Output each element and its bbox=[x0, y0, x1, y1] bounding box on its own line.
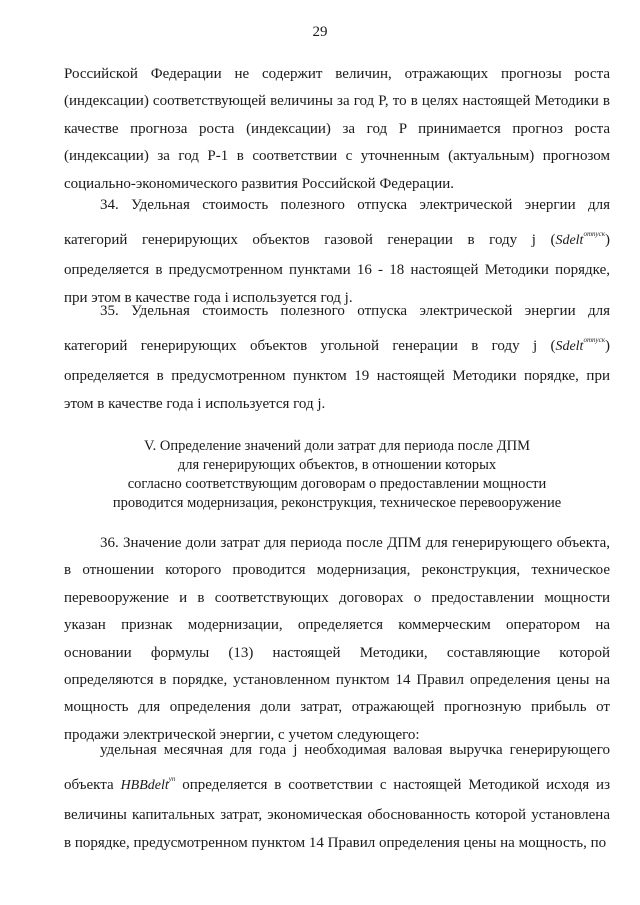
paragraph-36: 36. Значение доли затрат для периода после ДПМ для генерирующего объекта, в отношении которого проводится модернизация, реконструкция, техническое перевооружение и в соответствующих договорах о предоставлении мощности указан признак модернизации, определяется коммерческим оператором на основании формулы (13) настоящей Методики, составляющие которой определяются в порядке, установленном пунктом 14 Правил определения цены на мощность для определения доли затрат, отражающей прогнозную прибыль от продажи электрической энергии, с учетом следующего: bbox=[64, 535, 610, 743]
paragraph-35-text: 35. Удельная стоимость полезного отпуска электрической энергии для категорий генерирующих объектов угольной генерации в году j bbox=[64, 303, 610, 354]
section-heading bbox=[64, 437, 610, 513]
formula-sdelt-coal: Sdelt$^{отпуск}$ bbox=[555, 335, 605, 354]
paragraph-34-text: 34. Удельная стоимость полезного отпуска электрической энергии для категорий генерирующих объектов газовой генерации в году j bbox=[64, 197, 610, 248]
paragraph-37-continuation: определяется в соответствии с настоящей Методикой исходя из величины капитальных затрат, экономическая обоснованность которой установлена в порядке, предусмотренном пунктом 14 Правил определения цены на мощность, по bbox=[64, 776, 611, 852]
formula-sdelt-gas: Sdelt$^{отпуск}$ bbox=[555, 229, 605, 248]
section-title-line-4: проводится модернизация, реконструкция, техническое перевооружение bbox=[112, 495, 562, 511]
paragraph-35: 35. Удельная стоимость полезного отпуска электрической энергии для категорий генерирующих объектов угольной генерации в году j (Sdelt$^{отпуск}$) определяется в предусмотренном пунктом 19 настоящей Методики порядке, при этом в качестве года i используется год j. bbox=[64, 303, 610, 413]
paragraph-37 bbox=[64, 736, 610, 858]
section-title-line-3: согласно соответствующим договорам о предоставлении мощности bbox=[127, 476, 547, 492]
paragraph-34: 34. Удельная стоимость полезного отпуска электрической энергии для категорий генерирующих объектов газовой генерации в году j (Sdelt$^{отпуск}$) определяется в предусмотренном пунктами 16 - 18 настоящей Методики порядке, при этом в качестве года i используется год j. bbox=[64, 197, 610, 307]
formula-nvv: HBBdelt$^{уп}$ bbox=[120, 774, 176, 793]
section-title-line-2: для генерирующих объектов, в отношении которых bbox=[177, 457, 497, 473]
paragraph-intro: Российской Федерации не содержит величин, отражающих прогнозы роста (индексации) соответствующей величины за год P, то в целях настоящей Методики в качестве прогноза роста (индексации) за год P принимается прогноз роста (индексации) за год P-1 в соответствии с уточненным (актуальным) прогнозом социально-экономического развития Российской Федерации. bbox=[64, 66, 610, 192]
page-number: 29 bbox=[312, 24, 328, 40]
paragraph-34-continuation: определяется в предусмотренном пунктами 16 - 18 настоящей Методики порядке, при этом в качестве года i используется год j. bbox=[64, 261, 610, 307]
paragraph-35-continuation: определяется в предусмотренном пунктом 19 настоящей Методики порядке, при этом в качестве года i используется год j. bbox=[64, 367, 610, 413]
paragraph-37-text: удельная месячная для года j необходимая валовая выручка генерирующего объекта bbox=[64, 742, 610, 793]
section-title-line-1: V. Определение значений доли затрат для периода после ДПМ bbox=[144, 438, 530, 454]
